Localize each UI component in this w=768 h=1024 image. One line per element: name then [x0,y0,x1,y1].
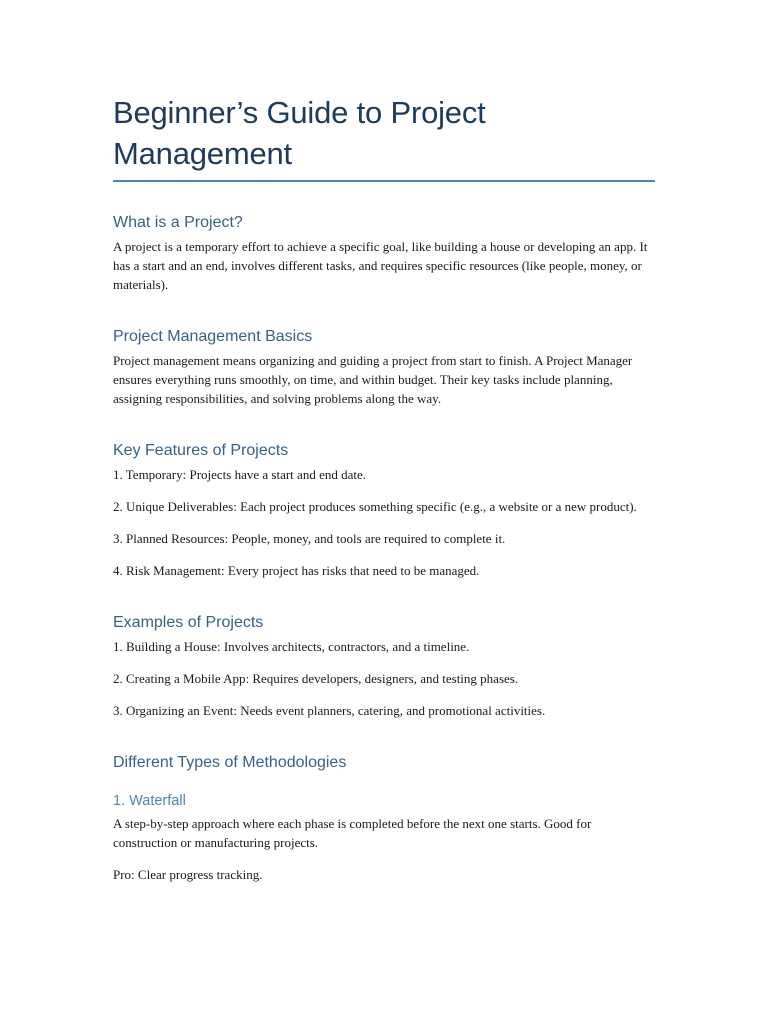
document-title-line2: Management [113,136,292,171]
list-item-example-3: 3. Organizing an Event: Needs event planners, catering, and promotional activities. [113,703,546,718]
list-item-feature-3: 3. Planned Resources: People, money, and tools are required to complete it. [113,531,506,546]
paragraph-what-is-a-project: A project is a temporary effort to achieve a specific goal, like building a house or developing an app. It has a start and an end, involves different tasks, and requires specific resources (like people, money, or materials). [113,239,648,292]
list-item-feature-1: 1. Temporary: Projects have a start and end date. [113,467,366,482]
heading-methodologies: Different Types of Methodologies [113,754,347,771]
heading-waterfall: 1. Waterfall [113,793,186,809]
title-underline [113,180,655,182]
paragraph-waterfall: A step-by-step approach where each phase is completed before the next one starts. Good for construction or manufacturing projects. [113,816,592,850]
list-item-feature-2: 2. Unique Deliverables: Each project produces something specific (e.g., a website or a new product). [113,499,637,514]
document-page [113,92,655,884]
document-title-line1: Beginner’s Guide to Project [113,95,486,130]
list-item-example-1: 1. Building a House: Involves architects, contractors, and a timeline. [113,639,470,654]
list-item-example-2: 2. Creating a Mobile App: Requires developers, designers, and testing phases. [113,671,519,686]
heading-examples-of-projects: Examples of Projects [113,614,264,631]
paragraph-waterfall-pro: Pro: Clear progress tracking. [113,867,263,882]
list-item-feature-4: 4. Risk Management: Every project has risks that need to be managed. [113,563,480,578]
heading-project-management-basics: Project Management Basics [113,328,313,345]
document-title [113,92,655,174]
paragraph-project-management-basics: Project management means organizing and guiding a project from start to finish. A Project Manager ensures everything runs smoothly, on time, and within budget. Their key tasks include planning, assigning responsibilities, and solving problems along the way. [113,353,633,406]
heading-what-is-a-project: What is a Project? [113,214,243,231]
heading-key-features: Key Features of Projects [113,442,289,459]
